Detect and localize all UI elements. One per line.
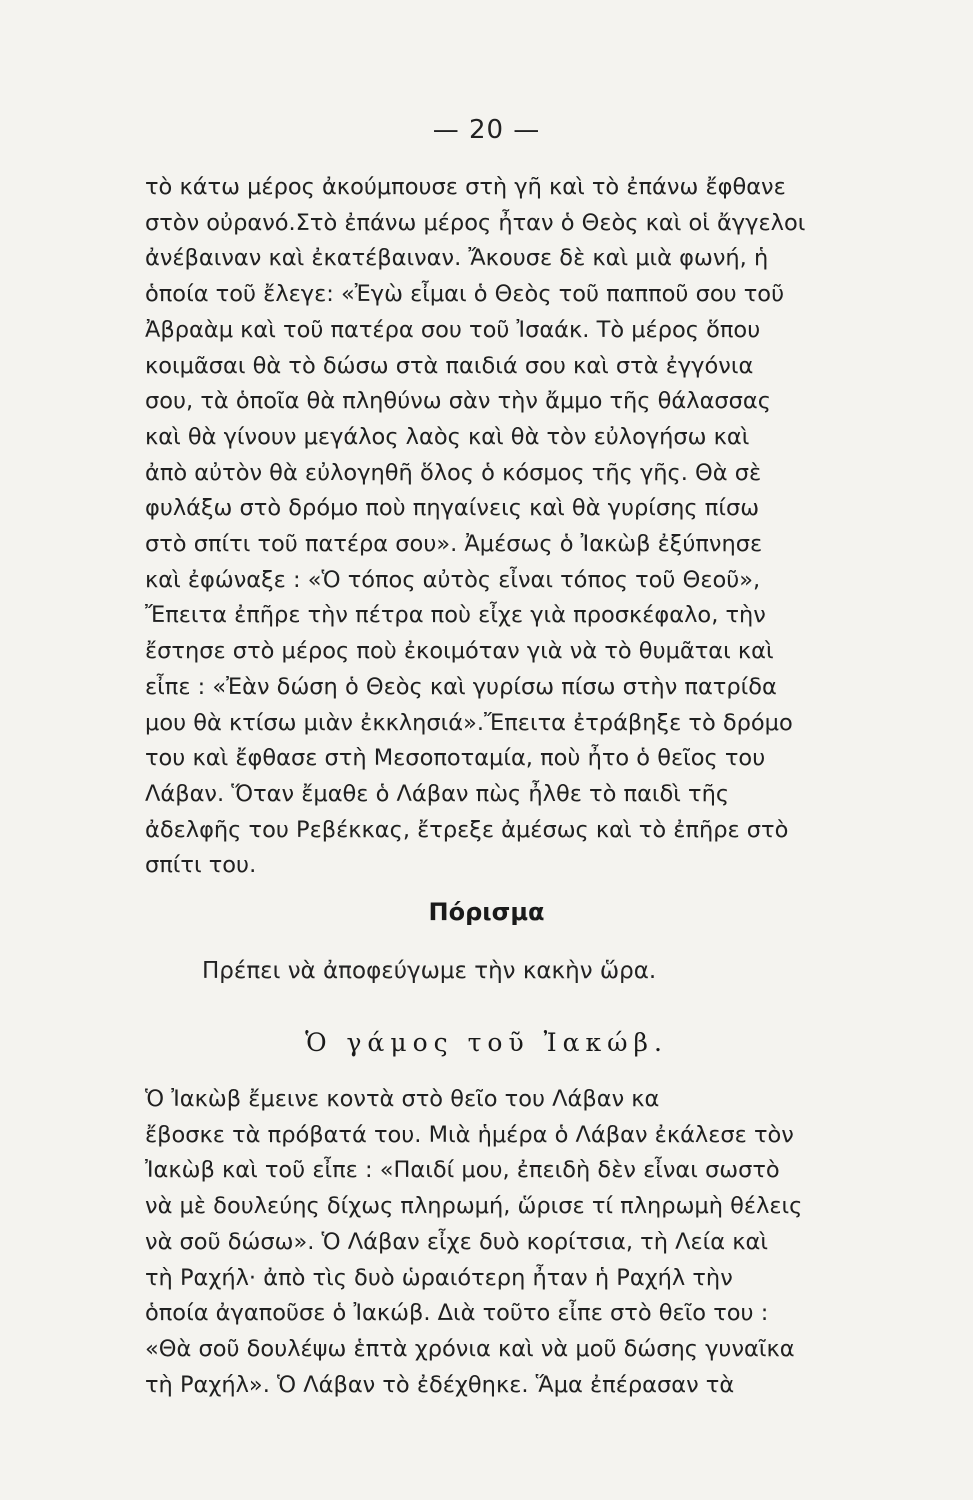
text-line: ἔστησε στὸ μέρος ποὺ ἐκοιμόταν γιὰ νὰ τὸ θυμᾶται καὶ	[145, 638, 774, 665]
text-line: εἶπε : «Ἐὰν δώση ὁ Θεὸς καὶ γυρίσω πίσω στὴν πατρίδα	[145, 673, 777, 700]
text-line: ἀνέβαιναν καὶ ἐκατέβαιναν. Ἄκουσε δὲ καὶ μιὰ φωνή, ἡ	[145, 245, 769, 272]
text-line: στὸ σπίτι τοῦ πατέρα σου». Ἀμέσως ὁ Ἰακὼβ ἐξύπνησε	[145, 531, 763, 558]
text-line: νὰ μὲ δουλεύης δίχως πληρωμή, ὥρισε τί πληρωμὴ θέλεις	[145, 1193, 803, 1220]
text-line: ἔβοσκε τὰ πρόβατά του. Μιὰ ἡμέρα ὁ Λάβαν ἐκάλεσε τὸν	[145, 1121, 794, 1148]
text-line: Ὁ Ἰακὼβ ἔμεινε κοντὰ στὸ θεῖο του Λάβαν κα	[145, 1086, 660, 1112]
text-line: του καὶ ἔφθασε στὴ Μεσοποταμία, ποὺ ἦτο ὁ θεῖος του	[145, 745, 766, 772]
text-line: νὰ σοῦ δώσω». Ὁ Λάβαν εἶχε δυὸ κορίτσια, τὴ Λεία καὶ	[145, 1228, 768, 1255]
paragraph-jacob-dream	[145, 170, 905, 884]
text-line: Ἀβραὰμ καὶ τοῦ πατέρα σου τοῦ Ἰσαάκ. Τὸ μέρος ὅπου	[145, 316, 761, 343]
text-line: «Θὰ σοῦ δουλέψω ἑπτὰ χρόνια καὶ νὰ μοῦ δώσης γυναῖκα	[145, 1335, 795, 1362]
text-line: καὶ ἐφώναξε : «Ὁ τόπος αὐτὸς εἶναι τόπος τοῦ Θεοῦ»,	[145, 566, 761, 593]
text-line: ὁποία ἀγαποῦσε ὁ Ἰακώβ. Διὰ τοῦτο εἶπε στὸ θεῖο του :	[145, 1300, 769, 1327]
text-line: κοιμᾶσαι θὰ τὸ δώσω στὰ παιδιά σου καὶ στὰ ἐγγόνια	[145, 352, 754, 379]
section-heading: Πόρισμα	[428, 898, 545, 926]
chapter-title: Ὁ γάμος τοῦ Ἰακώβ.	[305, 1028, 668, 1057]
text-line: τὴ Ραχήλ· ἀπὸ τὶς δυὸ ὡραιότερη ἦταν ἡ Ραχήλ τὴν	[145, 1264, 733, 1291]
paragraph-jacob-marriage	[145, 1082, 905, 1403]
moral-text: Πρέπει νὰ ἀποφεύγωμε τὴν κακὴν ὥρα.	[202, 958, 657, 984]
text-line: σου, τὰ ὁποῖα θὰ πληθύνω σὰν τὴν ἄμμο τῆς θάλασσας	[145, 388, 771, 415]
text-line: σπίτι του.	[145, 852, 257, 879]
text-line: ἀδελφῆς του Ρεβέκκας, ἔτρεξε ἀμέσως καὶ τὸ ἐπῆρε στὸ	[145, 816, 789, 843]
text-line: τὸ κάτω μέρος ἀκούμπουσε στὴ γῆ καὶ τὸ ἐπάνω ἔφθανε	[145, 174, 786, 200]
text-line: Ἔπειτα ἐπῆρε τὴν πέτρα ποὺ εἶχε γιὰ προσκέφαλο, τὴν	[145, 602, 766, 629]
text-line: ἀπὸ αὐτὸν θὰ εὐλογηθῆ ὅλος ὁ κόσμος τῆς γῆς. Θὰ σὲ	[145, 459, 762, 486]
text-line: καὶ θὰ γίνουν μεγάλος λαὸς καὶ θὰ τὸν εὐλογήσω καὶ	[145, 423, 750, 450]
text-line: στὸν οὐρανό.Στὸ ἐπάνω μέρος ἦταν ὁ Θεὸς καὶ οἱ ἄγγελοι	[145, 209, 806, 236]
text-line: τὴ Ραχήλ». Ὁ Λάβαν τὸ ἐδέχθηκε. Ἅμα ἐπέρασαν τὰ	[145, 1371, 735, 1398]
text-line: Λάβαν. Ὅταν ἔμαθε ὁ Λάβαν πὼς ἦλθε τὸ παιδὶ τῆς	[145, 780, 730, 807]
page-number: — 20 —	[432, 115, 541, 145]
text-line: Ἰακὼβ καὶ τοῦ εἶπε : «Παιδί μου, ἐπειδὴ δὲν εἶναι σωστὸ	[145, 1157, 780, 1184]
text-line: μου θὰ κτίσω μιὰν ἐκκλησιά».Ἔπειτα ἐτράβηξε τὸ δρόμο	[145, 709, 793, 736]
text-line: ὁποία τοῦ ἔλεγε: «Ἐγὼ εἶμαι ὁ Θεὸς τοῦ παπποῦ σου τοῦ	[145, 281, 785, 308]
text-line: φυλάξω στὸ δρόμο ποὺ πηγαίνεις καὶ θὰ γυρίσης πίσω	[145, 495, 760, 522]
